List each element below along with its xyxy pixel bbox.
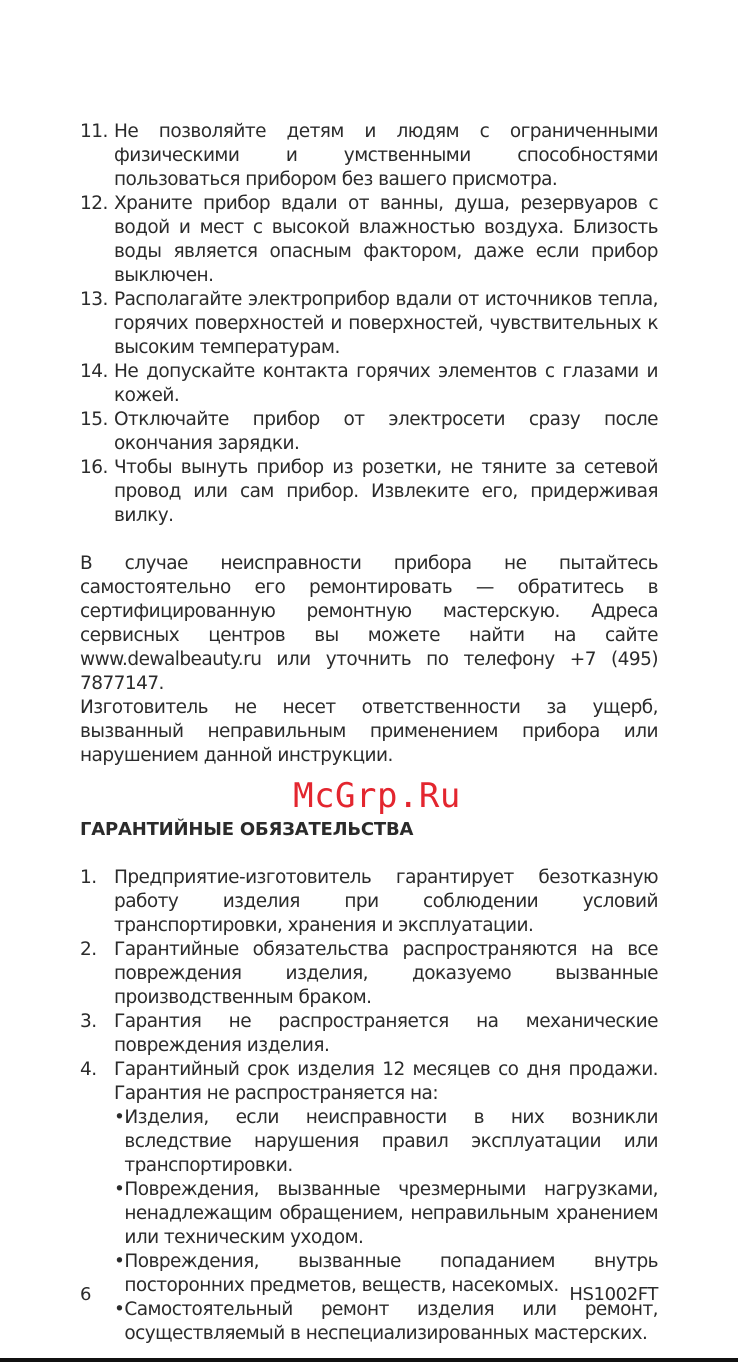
list-item xyxy=(80,456,658,528)
list-item xyxy=(80,938,658,1010)
bullet-marker: • xyxy=(114,1107,125,1128)
item-number: 4. xyxy=(80,1059,97,1080)
model-code: HS1002FT xyxy=(569,1284,658,1305)
liability-paragraph: Изготовитель не несет ответственности за ущерб, вызванный неправильным применением прибора или нарушением данной инструкции. xyxy=(80,697,658,766)
page-number: 6 xyxy=(80,1284,92,1305)
item-number: 11. xyxy=(80,121,108,142)
bullet-text: Повреждения, вызванные попаданием внутрь посторонних предметов, веществ, насекомых. xyxy=(124,1251,658,1296)
bullet-item xyxy=(114,1178,658,1250)
item-text: Отключайте прибор от электросети сразу после окончания зарядки. xyxy=(114,409,658,454)
item-text: Гарантия не распространяется на механические повреждения изделия. xyxy=(114,1011,658,1056)
item-text: Не позволяйте детям и людям с ограниченными физическими и умственными способностями пользоваться прибором без вашего присмотра. xyxy=(114,121,658,190)
warranty-list xyxy=(80,866,658,1346)
item-text: Гарантийные обязательства распространяются на все повреждения изделия, доказуемо вызванные производственным браком. xyxy=(114,939,658,1008)
spacer xyxy=(80,528,658,552)
list-item xyxy=(80,1010,658,1058)
bullet-marker: • xyxy=(114,1299,125,1320)
safety-instructions-list xyxy=(80,120,658,528)
watermark: McGrp.Ru xyxy=(293,776,461,816)
item-text: Гарантийный срок изделия 12 месяцев со дня продажи. Гарантия не распространяется на: xyxy=(114,1059,658,1104)
bullet-marker: • xyxy=(114,1251,125,1272)
list-item xyxy=(80,288,658,360)
exclusions-list xyxy=(114,1106,658,1346)
item-number: 14. xyxy=(80,361,108,382)
list-item xyxy=(80,408,658,456)
item-text: Предприятие-изготовитель гарантирует безотказную работу изделия при соблюдении условий транспортировки, хранения и эксплуатации. xyxy=(114,867,658,936)
repair-paragraph: В случае неисправности прибора не пытайтесь самостоятельно его ремонтировать — обратитесь в сертифицированную ремонтную мастерскую. Адреса сервисных центров вы можете найти на сайте www.dewalbeauty.ru или уточнить по телефону +7 (495) 7877147. xyxy=(80,553,658,694)
list-item xyxy=(80,360,658,408)
bullet-item xyxy=(114,1106,658,1178)
page-content xyxy=(80,120,658,1346)
bullet-text: Изделия, если неисправности в них возникли вследствие нарушения правил эксплуатации или транспортировки. xyxy=(124,1107,658,1176)
bullet-text: Самостоятельный ремонт изделия или ремонт, осуществляемый в неспециализированных мастерских. xyxy=(124,1299,658,1344)
list-item xyxy=(80,866,658,938)
item-text: Располагайте электроприбор вдали от источников тепла, горячих поверхностей и поверхностей, чувствительных к высоким температурам. xyxy=(114,289,658,358)
bullet-text: Повреждения, вызванные чрезмерными нагрузками, ненадлежащим обращением, неправильным хранением или техническим уходом. xyxy=(124,1179,658,1248)
list-item xyxy=(80,120,658,192)
item-number: 3. xyxy=(80,1011,97,1032)
item-text: Чтобы вынуть прибор из розетки, не тяните за сетевой провод или сам прибор. Извлеките его, придерживая вилку. xyxy=(114,457,658,526)
item-number: 2. xyxy=(80,939,97,960)
bottom-border xyxy=(0,1358,738,1362)
item-text: Храните прибор вдали от ванны, душа, резервуаров с водой и мест с высокой влажностью воздуха. Близость воды является опасным фактором, даже если прибор выключен. xyxy=(114,193,658,286)
item-number: 16. xyxy=(80,457,108,478)
warranty-heading: ГАРАНТИЙНЫЕ ОБЯЗАТЕЛЬСТВА xyxy=(80,819,414,840)
item-number: 13. xyxy=(80,289,108,310)
item-text: Не допускайте контакта горячих элементов с глазами и кожей. xyxy=(114,361,658,406)
item-number: 1. xyxy=(80,867,97,888)
bullet-item xyxy=(114,1298,658,1346)
bullet-marker: • xyxy=(114,1179,125,1200)
list-item xyxy=(80,192,658,288)
item-number: 15. xyxy=(80,409,108,430)
item-number: 12. xyxy=(80,193,108,214)
